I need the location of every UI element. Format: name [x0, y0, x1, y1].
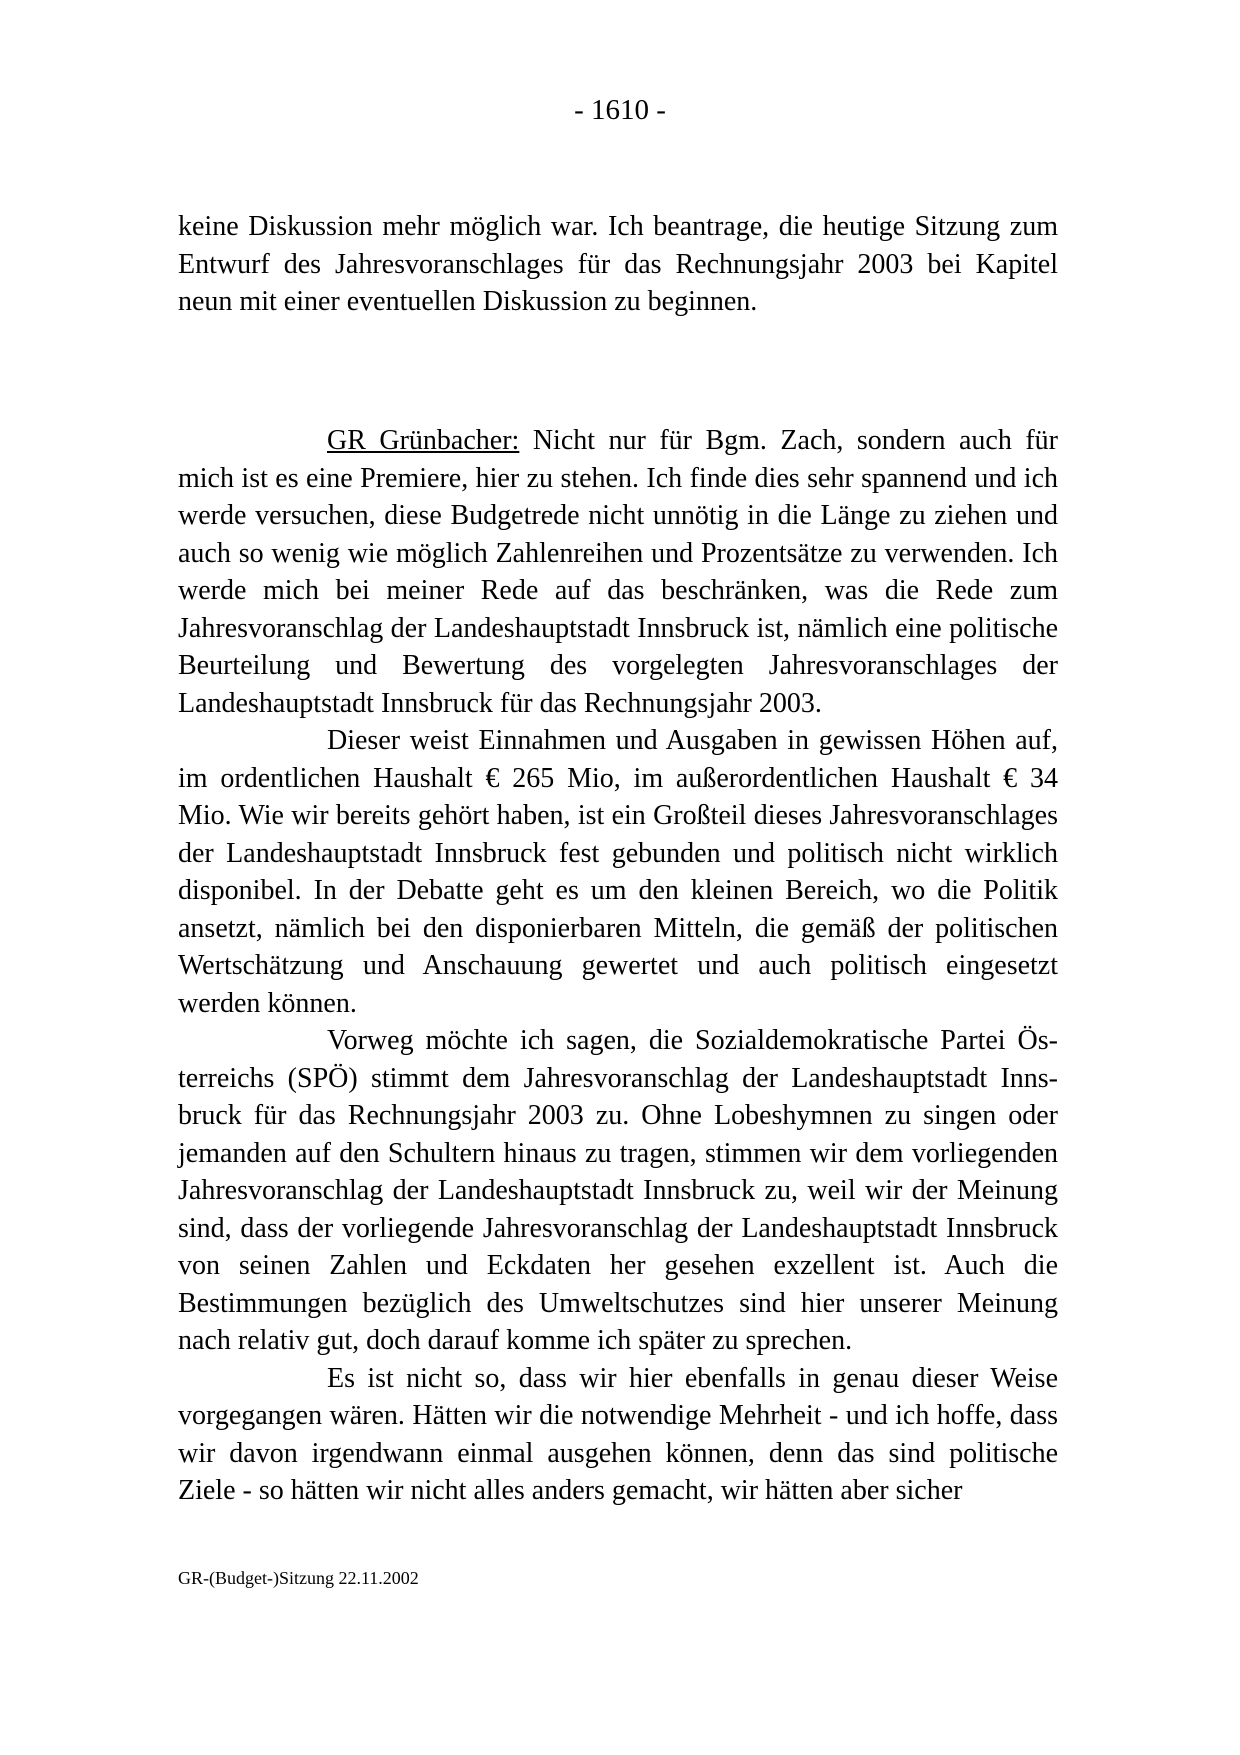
speech-section — [178, 422, 1058, 1510]
speaker-name: GR Grünbacher: — [327, 425, 520, 456]
speech-paragraph-1 — [178, 422, 1058, 722]
speech-paragraph-2: Dieser weist Einnahmen und Ausgaben in gewissen Höhen auf, im ordentlichen Haushalt € 265 Mio, im außerordentlichen Haushalt € 34 Mio. Wie wir bereits gehört haben, ist ein Großteil dieses Jahresvoranschlages der Landeshauptstadt Innsbruck fest gebunden und politisch nicht wirklich disponibel. In der Debatte geht es um den kleinen Bereich, wo die Politik ansetzt, nämlich bei den disponierbaren Mitteln, die gemäß der politischen Wertschätzung und Anschauung gewertet und auch politisch eingesetzt werden können. — [178, 725, 1058, 1019]
intro-section — [178, 208, 1058, 321]
page-number: - 1610 - — [574, 94, 666, 126]
speech-paragraph-4: Es ist nicht so, dass wir hier ebenfalls in genau dieser Weise vorgegangen wären. Hätten wir die notwendige Mehrheit - und ich hoffe, dass wir davon irgendwann einmal ausgehen können, denn das sind politische Ziele - so hätten wir nicht alles anders gemacht, wir hätten aber sicher — [178, 1362, 1058, 1506]
speech-paragraph-1-text: Nicht nur für Bgm. Zach, sondern auch für mich ist es eine Premiere, hier zu stehen. Ich finde dies sehr spannend und ich werde versuchen, diese Budgetrede nicht unnötig in die Länge zu ziehen und auch so wenig wie möglich Zahlenreihen und Prozentsätze zu verwenden. Ich werde mich bei meiner Rede auf das beschränken, was die Rede zum Jahresvoranschlag der Landeshauptstadt Innsbruck ist, nämlich eine politische Beurteilung und Bewertung des vorgelegten Jahresvoranschlages der Landeshauptstadt Innsbruck für das Rechnungsjahr 2003. — [178, 425, 1059, 719]
speech-paragraph-3: Vorweg möchte ich sagen, die Sozialdemokratische Partei Österreichs (SPÖ) stimmt dem Jahresvoranschlag der Landeshauptstadt Innsbruck für das Rechnungsjahr 2003 zu. Ohne Lobeshymnen zu singen oder jemanden auf den Schultern hinaus zu tragen, stimmen wir dem vorliegenden Jahresvoranschlag der Landeshauptstadt Innsbruck zu, weil wir der Meinung sind, dass der vorliegende Jahresvoranschlag der Landeshauptstadt Innsbruck von seinen Zahlen und Eckdaten her gesehen exzellent ist. Auch die Bestimmungen bezüglich des Umweltschutzes sind hier unserer Meinung nach relativ gut, doch darauf komme ich später zu sprechen. — [178, 1025, 1058, 1356]
intro-paragraph: keine Diskussion mehr möglich war. Ich beantrage, die heutige Sitzung zum Entwurf des Jahresvoranschlages für das Rechnungsjahr 2003 bei Kapitel neun mit einer eventuellen Diskussion zu beginnen. — [178, 211, 1058, 317]
page-footer: GR-(Budget-)Sitzung 22.11.2002 — [178, 1568, 419, 1588]
